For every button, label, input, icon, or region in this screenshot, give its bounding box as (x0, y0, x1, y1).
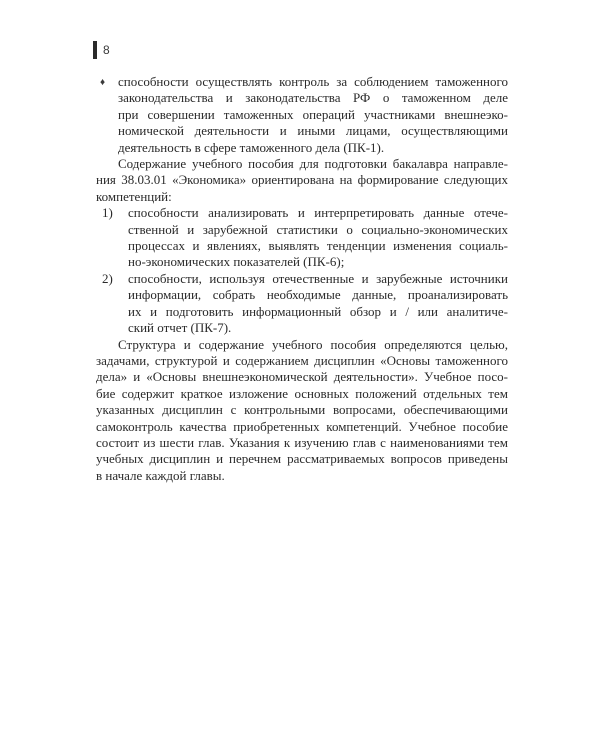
item-number: 2) (102, 270, 113, 286)
text-line: способности, используя отечественные и зарубежные источники (128, 270, 508, 286)
numbered-item (96, 271, 508, 337)
text-line: способности анализировать и интерпретировать данные отече- (128, 205, 508, 221)
text-line: самоконтроль качества приобретенных компетенций. Учебное пособие (96, 418, 508, 434)
text-line: ский отчет (ПК-7). (128, 320, 232, 336)
diamond-bullet-icon: ♦ (100, 77, 106, 88)
text-line: в начале каждой главы. (96, 467, 225, 483)
text-line: дела» и «Основы внешнеэкономической деятельности». Учебное посо- (96, 369, 508, 385)
numbered-item (96, 205, 508, 271)
text-line: компетенций: (96, 188, 172, 204)
bullet-item (96, 74, 508, 156)
text-line: ственной и зарубежной статистики о социально-экономических (128, 221, 508, 237)
text-line: законодательства и законодательства РФ о таможенном деле (118, 90, 508, 106)
text-line: задачами, структурой и содержанием дисциплин «Основы таможенного (96, 352, 508, 368)
text-line: деятельность в сфере таможенного дела (ПК-1). (118, 139, 385, 155)
text-line: ния 38.03.01 «Экономика» ориентирована на формирование следующих (96, 172, 508, 188)
text-line: их и подготовить информационный обзор и / или аналитиче- (128, 303, 508, 319)
text-line: при совершении таможенных операций участниками внешнеэко- (118, 106, 508, 122)
text-line: информации, собрать необходимые данные, проанализировать (128, 287, 508, 303)
text-line: указанных дисциплин с контрольными вопросами, обеспечивающими (96, 402, 508, 418)
page-body (96, 74, 508, 484)
text-line: учебных дисциплин и перечнем рассматриваемых вопросов приведены (96, 451, 508, 467)
text-line: бие содержит краткое изложение основных положений отдельных тем (96, 385, 508, 401)
item-number: 1) (102, 205, 113, 221)
page-header (93, 40, 110, 60)
text-line: Содержание учебного пособия для подготовки бакалавра направле- (118, 156, 508, 172)
text-line: состоит из шести глав. Указания к изучению глав с наименованиями тем (96, 434, 508, 450)
text-line: но-экономических показателей (ПК-6); (128, 254, 345, 270)
paragraph-structure (96, 337, 508, 485)
text-line: процессах и явлениях, выявлять тенденции изменения социаль- (128, 238, 508, 254)
paragraph-competencies-intro (96, 156, 508, 205)
text-line: Структура и содержание учебного пособия определяются целью, (118, 336, 508, 352)
page-number: 8 (103, 43, 110, 57)
text-line: номической деятельности и иными лицами, осуществляющими (118, 123, 508, 139)
page-marker-bar (93, 41, 97, 59)
text-line: способности осуществлять контроль за соблюдением таможенного (118, 74, 508, 89)
